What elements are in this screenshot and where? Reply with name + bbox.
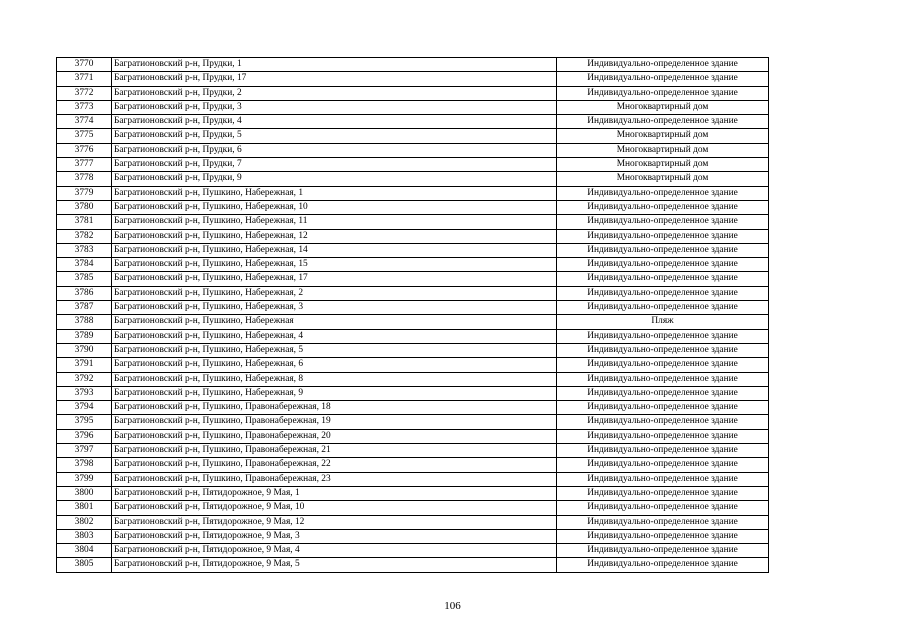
table-row <box>57 515 769 529</box>
table-row <box>57 501 769 515</box>
row-object-type: Индивидуально-определенное здание <box>557 115 769 129</box>
table-row <box>57 229 769 243</box>
table-row <box>57 372 769 386</box>
row-address: Багратионовский р-н, Прудки, 4 <box>112 115 557 129</box>
row-object-type: Индивидуально-определенное здание <box>557 200 769 214</box>
row-number: 3789 <box>57 329 112 343</box>
row-object-type: Индивидуально-определенное здание <box>557 401 769 415</box>
row-object-type: Индивидуально-определенное здание <box>557 444 769 458</box>
row-number: 3788 <box>57 315 112 329</box>
table-row <box>57 86 769 100</box>
table-row <box>57 315 769 329</box>
row-number: 3771 <box>57 72 112 86</box>
row-address: Багратионовский р-н, Пятидорожное, 9 Мая, 12 <box>112 515 557 529</box>
table-row <box>57 186 769 200</box>
row-object-type: Индивидуально-определенное здание <box>557 86 769 100</box>
table-row <box>57 529 769 543</box>
row-object-type: Индивидуально-определенное здание <box>557 429 769 443</box>
row-number: 3774 <box>57 115 112 129</box>
row-object-type: Индивидуально-определенное здание <box>557 515 769 529</box>
row-address: Багратионовский р-н, Прудки, 9 <box>112 172 557 186</box>
row-object-type: Многоквартирный дом <box>557 158 769 172</box>
table-row <box>57 472 769 486</box>
row-address: Багратионовский р-н, Прудки, 3 <box>112 100 557 114</box>
row-object-type: Индивидуально-определенное здание <box>557 472 769 486</box>
row-address: Багратионовский р-н, Прудки, 2 <box>112 86 557 100</box>
row-number: 3805 <box>57 558 112 572</box>
row-address: Багратионовский р-н, Пушкино, Набережная, 3 <box>112 301 557 315</box>
row-number: 3770 <box>57 58 112 72</box>
row-number: 3803 <box>57 529 112 543</box>
row-object-type: Индивидуально-определенное здание <box>557 258 769 272</box>
row-address: Багратионовский р-н, Пушкино, Набережная, 4 <box>112 329 557 343</box>
table-row <box>57 329 769 343</box>
row-number: 3780 <box>57 200 112 214</box>
row-address: Багратионовский р-н, Пушкино, Набережная, 17 <box>112 272 557 286</box>
row-address: Багратионовский р-н, Пушкино, Правонабережная, 19 <box>112 415 557 429</box>
row-object-type: Индивидуально-определенное здание <box>557 243 769 257</box>
row-number: 3790 <box>57 343 112 357</box>
row-object-type: Индивидуально-определенное здание <box>557 358 769 372</box>
table-row <box>57 286 769 300</box>
row-object-type: Многоквартирный дом <box>557 129 769 143</box>
row-object-type: Многоквартирный дом <box>557 172 769 186</box>
table-row <box>57 486 769 500</box>
table-row <box>57 444 769 458</box>
row-object-type: Многоквартирный дом <box>557 100 769 114</box>
row-object-type: Индивидуально-определенное здание <box>557 229 769 243</box>
row-address: Багратионовский р-н, Пушкино, Набережная, 12 <box>112 229 557 243</box>
row-object-type: Индивидуально-определенное здание <box>557 558 769 572</box>
row-address: Багратионовский р-н, Пушкино, Правонабережная, 21 <box>112 444 557 458</box>
table-row <box>57 200 769 214</box>
row-address: Багратионовский р-н, Прудки, 6 <box>112 143 557 157</box>
row-number: 3772 <box>57 86 112 100</box>
table-row <box>57 58 769 72</box>
row-number: 3776 <box>57 143 112 157</box>
row-object-type: Индивидуально-определенное здание <box>557 272 769 286</box>
table-row <box>57 558 769 572</box>
row-number: 3773 <box>57 100 112 114</box>
row-address: Багратионовский р-н, Пятидорожное, 9 Мая, 4 <box>112 544 557 558</box>
row-number: 3778 <box>57 172 112 186</box>
row-number: 3781 <box>57 215 112 229</box>
table-row <box>57 301 769 315</box>
property-register-table <box>56 57 769 573</box>
row-number: 3798 <box>57 458 112 472</box>
row-object-type: Пляж <box>557 315 769 329</box>
table-row <box>57 401 769 415</box>
row-address: Багратионовский р-н, Пушкино, Набережная <box>112 315 557 329</box>
row-address: Багратионовский р-н, Пушкино, Набережная, 10 <box>112 200 557 214</box>
table-row <box>57 272 769 286</box>
row-number: 3804 <box>57 544 112 558</box>
row-object-type: Индивидуально-определенное здание <box>557 501 769 515</box>
row-address: Багратионовский р-н, Пятидорожное, 9 Мая, 1 <box>112 486 557 500</box>
table-row <box>57 72 769 86</box>
row-address: Багратионовский р-н, Пушкино, Набережная, 5 <box>112 343 557 357</box>
row-object-type: Индивидуально-определенное здание <box>557 415 769 429</box>
table-row <box>57 243 769 257</box>
row-number: 3797 <box>57 444 112 458</box>
row-address: Багратионовский р-н, Пятидорожное, 9 Мая, 10 <box>112 501 557 515</box>
row-number: 3783 <box>57 243 112 257</box>
table-row <box>57 143 769 157</box>
row-address: Багратионовский р-н, Пушкино, Набережная, 15 <box>112 258 557 272</box>
row-object-type: Индивидуально-определенное здание <box>557 286 769 300</box>
row-number: 3779 <box>57 186 112 200</box>
row-address: Багратионовский р-н, Пушкино, Правонабережная, 18 <box>112 401 557 415</box>
row-number: 3784 <box>57 258 112 272</box>
row-address: Багратионовский р-н, Пушкино, Набережная, 1 <box>112 186 557 200</box>
row-number: 3787 <box>57 301 112 315</box>
row-number: 3775 <box>57 129 112 143</box>
table-row <box>57 386 769 400</box>
row-address: Багратионовский р-н, Пушкино, Правонабережная, 20 <box>112 429 557 443</box>
row-number: 3796 <box>57 429 112 443</box>
table-row <box>57 429 769 443</box>
register-table-body <box>57 58 769 573</box>
row-address: Багратионовский р-н, Пушкино, Набережная, 14 <box>112 243 557 257</box>
row-object-type: Индивидуально-определенное здание <box>557 186 769 200</box>
row-address: Багратионовский р-н, Пятидорожное, 9 Мая, 3 <box>112 529 557 543</box>
row-address: Багратионовский р-н, Прудки, 5 <box>112 129 557 143</box>
row-number: 3785 <box>57 272 112 286</box>
row-number: 3792 <box>57 372 112 386</box>
table-row <box>57 258 769 272</box>
row-object-type: Индивидуально-определенное здание <box>557 215 769 229</box>
row-object-type: Индивидуально-определенное здание <box>557 486 769 500</box>
table-row <box>57 100 769 114</box>
row-number: 3777 <box>57 158 112 172</box>
row-number: 3801 <box>57 501 112 515</box>
row-address: Багратионовский р-н, Пушкино, Набережная, 6 <box>112 358 557 372</box>
row-number: 3786 <box>57 286 112 300</box>
row-address: Багратионовский р-н, Пушкино, Правонабережная, 23 <box>112 472 557 486</box>
row-object-type: Индивидуально-определенное здание <box>557 58 769 72</box>
row-address: Багратионовский р-н, Пушкино, Правонабережная, 22 <box>112 458 557 472</box>
row-object-type: Индивидуально-определенное здание <box>557 72 769 86</box>
row-object-type: Индивидуально-определенное здание <box>557 301 769 315</box>
page-number: 106 <box>444 600 461 612</box>
row-object-type: Многоквартирный дом <box>557 143 769 157</box>
table-row <box>57 129 769 143</box>
row-number: 3795 <box>57 415 112 429</box>
row-address: Багратионовский р-н, Пятидорожное, 9 Мая, 5 <box>112 558 557 572</box>
row-number: 3793 <box>57 386 112 400</box>
row-address: Багратионовский р-н, Пушкино, Набережная, 11 <box>112 215 557 229</box>
table-row <box>57 358 769 372</box>
row-address: Багратионовский р-н, Пушкино, Набережная, 9 <box>112 386 557 400</box>
row-number: 3799 <box>57 472 112 486</box>
row-address: Багратионовский р-н, Пушкино, Набережная, 2 <box>112 286 557 300</box>
table-row <box>57 115 769 129</box>
row-number: 3782 <box>57 229 112 243</box>
table-row <box>57 458 769 472</box>
row-object-type: Индивидуально-определенное здание <box>557 386 769 400</box>
table-row <box>57 544 769 558</box>
row-address: Багратионовский р-н, Прудки, 7 <box>112 158 557 172</box>
row-object-type: Индивидуально-определенное здание <box>557 458 769 472</box>
table-row <box>57 172 769 186</box>
table-row <box>57 158 769 172</box>
row-object-type: Индивидуально-определенное здание <box>557 329 769 343</box>
row-address: Багратионовский р-н, Прудки, 1 <box>112 58 557 72</box>
row-object-type: Индивидуально-определенное здание <box>557 544 769 558</box>
table-row <box>57 343 769 357</box>
row-number: 3794 <box>57 401 112 415</box>
row-number: 3802 <box>57 515 112 529</box>
row-object-type: Индивидуально-определенное здание <box>557 529 769 543</box>
row-object-type: Индивидуально-определенное здание <box>557 372 769 386</box>
row-address: Багратионовский р-н, Пушкино, Набережная, 8 <box>112 372 557 386</box>
row-number: 3791 <box>57 358 112 372</box>
row-object-type: Индивидуально-определенное здание <box>557 343 769 357</box>
row-number: 3800 <box>57 486 112 500</box>
row-address: Багратионовский р-н, Прудки, 17 <box>112 72 557 86</box>
table-row <box>57 215 769 229</box>
table-row <box>57 415 769 429</box>
